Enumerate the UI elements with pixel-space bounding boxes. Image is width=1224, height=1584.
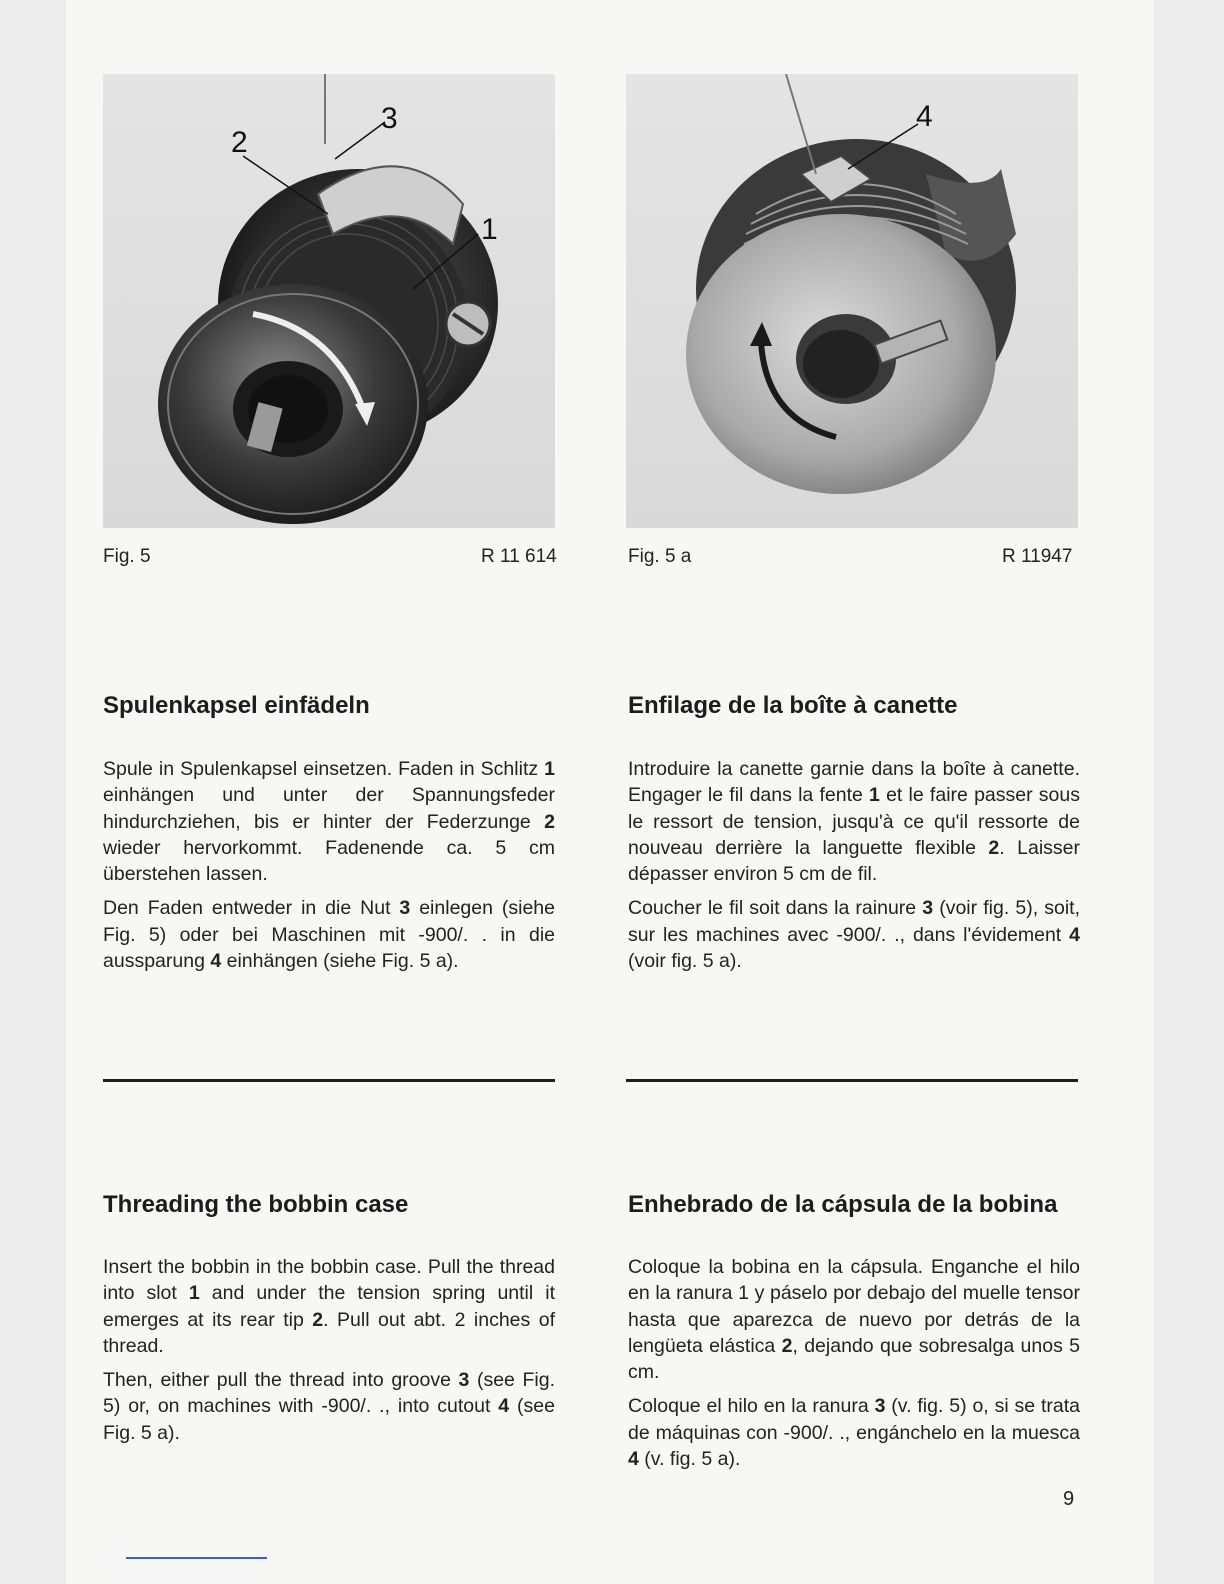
paragraph-english-1: Insert the bobbin in the bobbin case. Pull the thread into slot 1 and under the tension spring until it emerges at its rear tip 2. Pull out abt. 2 inches of thread. <box>103 1256 555 1357</box>
paragraph-spanish-2: Coloque el hilo en la ranura 3 (v. fig. 5) o, si se trata de máquinas con -900/. ., engánchelo en la muesca 4 (v. fig. 5 a). <box>628 1395 1080 1471</box>
heading-french: Enfilage de la boîte à canette <box>628 692 958 719</box>
heading-english: Threading the bobbin case <box>103 1191 409 1218</box>
section-divider-right <box>626 1079 1078 1082</box>
text-english <box>103 1254 555 1454</box>
figure-5a-caption: Fig. 5 a <box>628 546 692 567</box>
callout-3: 3 <box>381 102 398 135</box>
figure-5-ref: R 11 614 <box>481 546 557 567</box>
paragraph-german-2: Den Faden entweder in die Nut 3 einlegen (siehe Fig. 5) oder bei Maschinen mit -900/. . in die aussparung 4 einhängen (siehe Fig. 5 a). <box>103 897 555 973</box>
callout-4: 4 <box>916 100 933 133</box>
bobbin-case-illustration-alt <box>626 74 1078 528</box>
paragraph-english-2: Then, either pull the thread into groove 3 (see Fig. 5) or, on machines with -900/. ., into cutout 4 (see Fig. 5 a). <box>103 1369 555 1444</box>
heading-german: Spulenkapsel einfädeln <box>103 692 370 719</box>
text-spanish <box>628 1254 1080 1480</box>
figure-5a-ref: R 11947 <box>1002 546 1073 567</box>
section-divider-left <box>103 1079 555 1082</box>
page-number: 9 <box>1063 1488 1075 1510</box>
callout-1: 1 <box>481 213 498 246</box>
callout-2: 2 <box>231 126 248 159</box>
paragraph-french-2: Coucher le fil soit dans la rainure 3 (voir fig. 5), soit, sur les machines avec -900/. ., dans l'évidement 4 (voir fig. 5 a). <box>628 897 1080 973</box>
paragraph-spanish-1: Coloque la bobina en la cápsula. Enganche el hilo en la ranura 1 y páselo por debajo del muelle tensor hasta que aparezca de nuevo por detrás de la lengüeta elástica 2, dejando que sobresalga unos 5 cm. <box>628 1256 1080 1384</box>
heading-spanish: Enhebrado de la cápsula de la bobina <box>628 1191 1058 1218</box>
figure-5-caption: Fig. 5 <box>103 546 151 567</box>
paragraph-french-1: Introduire la canette garnie dans la boîte à canette. Engager le fil dans la fente 1 et le faire passer sous le ressort de tension, jusqu'à ce qu'il ressorte de nouveau derrière la languette flexible 2. Laisser dépasser environ 5 cm de fil. <box>628 758 1080 886</box>
figure-5a-photo <box>626 74 1078 528</box>
figure-5-photo <box>103 74 555 528</box>
paragraph-german-1: Spule in Spulenkapsel einsetzen. Faden in Schlitz 1 einhängen und unter der Spannungsfeder hindurchziehen, bis er hinter der Federzunge 2 wieder hervorkommt. Fadenende ca. 5 cm überstehen lassen. <box>103 758 555 886</box>
text-french <box>628 756 1080 982</box>
bobbin-case-illustration <box>103 74 555 528</box>
text-german <box>103 756 555 982</box>
bottom-edge-line <box>126 1557 267 1559</box>
